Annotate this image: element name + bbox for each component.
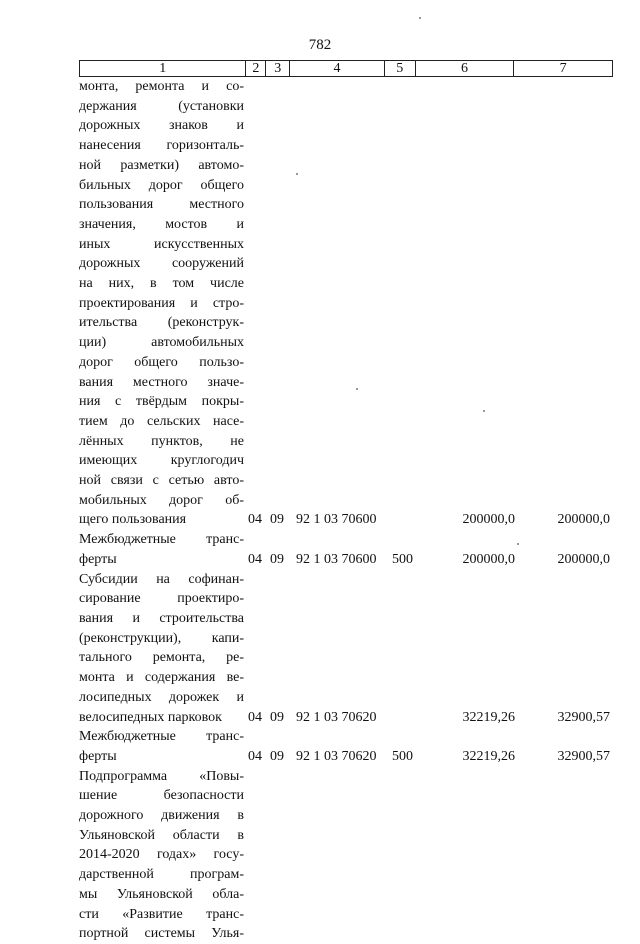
row-description xyxy=(79,570,246,728)
description-line: 2014-2020 годах» госу- xyxy=(79,847,244,863)
header-col-7: 7 xyxy=(559,61,567,76)
target-article-code: 92 1 03 70600 xyxy=(296,512,377,528)
row-codes xyxy=(248,510,613,530)
description-line: лосипедных дорожек и xyxy=(79,689,244,705)
section-code: 04 xyxy=(248,709,262,725)
row-description xyxy=(79,727,246,766)
amount-col-7: 32900,57 xyxy=(557,748,610,764)
amount-col-6: 32219,26 xyxy=(462,748,515,764)
amount-col-6: 200000,0 xyxy=(462,512,515,528)
row-codes xyxy=(248,550,613,570)
subsection-code: 09 xyxy=(270,551,284,567)
description-line: Ульяновской области в xyxy=(79,827,244,843)
table-row xyxy=(79,767,613,944)
header-col-2: 2 xyxy=(246,61,266,76)
table-row xyxy=(79,727,613,766)
row-description xyxy=(79,530,246,569)
description-line: Межбюджетные транс- xyxy=(79,729,244,745)
target-article-code: 92 1 03 70600 xyxy=(296,551,377,567)
description-line: монта и содержания ве- xyxy=(79,670,244,686)
scan-speck xyxy=(419,17,421,19)
row-codes xyxy=(248,924,613,944)
header-col-5: 5 xyxy=(385,61,416,76)
table-row xyxy=(79,77,613,530)
description-line: мы Ульяновской обла- xyxy=(79,886,244,902)
description-line: ферты xyxy=(79,748,117,764)
table-row xyxy=(79,530,613,569)
section-code: 04 xyxy=(248,748,262,764)
description-line: ферты xyxy=(79,551,117,567)
scan-speck xyxy=(517,543,519,545)
description-line: вания и строительства xyxy=(79,610,244,626)
description-line: велосипедных парковок xyxy=(79,709,222,725)
description-line: ной разметки) автомо- xyxy=(79,157,244,173)
amount-col-6: 32219,26 xyxy=(462,709,515,725)
description-line: дорожного движения в xyxy=(79,808,244,824)
description-line: иных искусственных xyxy=(79,236,244,252)
section-code: 04 xyxy=(248,512,262,528)
header-col-4: 4 xyxy=(290,61,385,76)
description-line: ной связи с сетью авто- xyxy=(79,473,244,489)
description-line: дорожных сооружений xyxy=(79,256,244,272)
target-article-code: 92 1 03 70620 xyxy=(296,748,377,764)
description-line: тием до сельских насе- xyxy=(79,413,244,429)
description-line: (реконструкции), капи- xyxy=(79,630,244,646)
description-line: вания местного значе- xyxy=(79,374,244,390)
description-line: Подпрограмма «Повы- xyxy=(79,768,244,784)
description-line: тального ремонта, ре- xyxy=(79,650,244,666)
description-line: монта, ремонта и со- xyxy=(79,79,244,94)
description-line: дорожных знаков и xyxy=(79,118,244,134)
description-line: шение безопасности xyxy=(79,788,244,804)
subsection-code: 09 xyxy=(270,748,284,764)
amount-col-7: 200000,0 xyxy=(557,512,610,528)
description-line: держания (установки xyxy=(79,98,244,114)
header-col-6: 6 xyxy=(416,61,515,76)
amount-col-7: 200000,0 xyxy=(557,551,610,567)
description-line: имеющих круглогодич xyxy=(79,453,244,469)
description-line: дарственной програм- xyxy=(79,867,244,883)
description-line: дорог общего пользо- xyxy=(79,354,244,370)
description-line: лённых пунктов, не xyxy=(79,433,244,449)
description-line: проектирования и стро- xyxy=(79,295,244,311)
amount-col-7: 32900,57 xyxy=(557,709,610,725)
row-description xyxy=(79,77,246,530)
subsection-code: 09 xyxy=(270,709,284,725)
description-line: сти «Развитие транс- xyxy=(79,906,244,922)
description-line: ния с твёрдым покры- xyxy=(79,394,244,410)
description-line: на них, в том числе xyxy=(79,276,244,292)
subsection-code: 09 xyxy=(270,512,284,528)
description-line: нанесения горизонталь- xyxy=(79,138,244,154)
description-line: ительства (реконструк- xyxy=(79,315,244,331)
scan-speck xyxy=(356,388,358,390)
header-col-3: 3 xyxy=(266,61,290,76)
target-article-code: 92 1 03 70620 xyxy=(296,709,377,725)
table-body xyxy=(79,77,613,944)
section-code: 04 xyxy=(248,551,262,567)
description-line: сирование проектиро- xyxy=(79,591,244,607)
row-codes xyxy=(248,708,613,728)
table-row xyxy=(79,570,613,728)
expense-type-code: 500 xyxy=(392,748,413,764)
description-line: значения, мостов и xyxy=(79,216,244,232)
page-number: 782 xyxy=(308,37,332,53)
amount-col-6: 200000,0 xyxy=(462,551,515,567)
row-description xyxy=(79,767,246,944)
description-line: Субсидии на софинан- xyxy=(79,571,244,587)
description-line: бильных дорог общего xyxy=(79,177,244,193)
table-header xyxy=(79,60,613,77)
description-line: пользования местного xyxy=(79,197,244,213)
budget-table xyxy=(79,60,613,944)
description-line: портной системы Улья- xyxy=(79,926,244,942)
header-col-1: 1 xyxy=(80,61,246,76)
description-line: щего пользования xyxy=(79,512,187,528)
scan-speck xyxy=(483,410,485,412)
expense-type-code: 500 xyxy=(392,551,413,567)
description-line: Межбюджетные транс- xyxy=(79,532,244,548)
row-codes xyxy=(248,747,613,767)
scan-speck xyxy=(296,173,298,175)
description-line: ции) автомобильных xyxy=(79,335,244,351)
description-line: мобильных дорог об- xyxy=(79,492,244,508)
